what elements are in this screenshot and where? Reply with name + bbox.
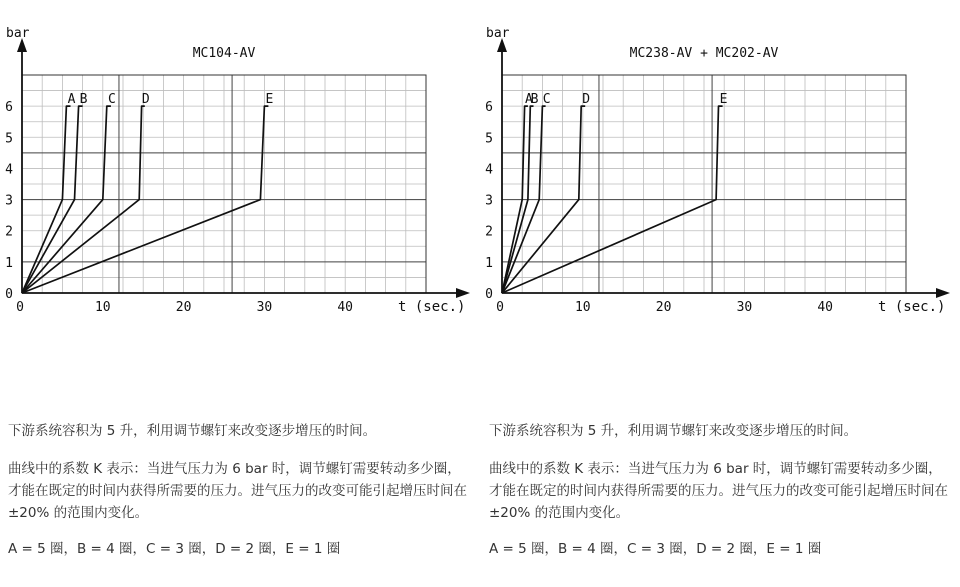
series-label-a: A xyxy=(67,92,76,108)
y-tick-label: 5 xyxy=(5,131,13,147)
series-label-e: E xyxy=(719,92,728,108)
y-tick-label: 2 xyxy=(5,224,13,240)
x-tick-label: 20 xyxy=(655,300,672,315)
x-tick-label: 10 xyxy=(94,300,111,315)
x-tick-label: 0 xyxy=(16,300,24,315)
y-axis-label: bar xyxy=(6,26,30,41)
chart-left xyxy=(0,0,480,330)
chart-right xyxy=(480,0,960,330)
y-tick-label: 3 xyxy=(5,193,13,209)
series-label-a: A xyxy=(524,92,533,108)
y-tick-label: 2 xyxy=(485,224,493,240)
y-tick-label: 0 xyxy=(5,287,13,302)
description-volume-text: 下游系统容积为 5 升，利用调节螺钉来改变逐步增压的时间。 xyxy=(8,423,377,439)
series-label-d: D xyxy=(141,92,150,108)
description-turns-legend: A = 5 圈，B = 4 圈，C = 3 圈，D = 2 圈，E = 1 圈 xyxy=(489,541,822,557)
description-left xyxy=(8,420,468,576)
x-axis-label: t (sec.) xyxy=(878,299,946,315)
series-label-b: B xyxy=(530,92,539,108)
y-tick-label: 5 xyxy=(485,131,493,147)
x-axis-label: t (sec.) xyxy=(398,299,466,315)
x-tick-label: 40 xyxy=(337,300,354,315)
series-label-c: C xyxy=(107,92,116,108)
y-tick-label: 4 xyxy=(5,162,13,178)
x-tick-label: 30 xyxy=(736,300,753,315)
series-label-b: B xyxy=(79,92,88,108)
series-label-c: C xyxy=(542,92,551,108)
y-axis-label: bar xyxy=(486,26,510,41)
x-tick-label: 40 xyxy=(817,300,834,315)
pressure-time-chart-right xyxy=(480,0,960,330)
x-axis-arrow xyxy=(936,288,950,298)
x-tick-label: 10 xyxy=(574,300,591,315)
y-tick-label: 6 xyxy=(485,100,493,116)
x-tick-label: 0 xyxy=(496,300,504,315)
chart-title: MC104-AV xyxy=(192,46,256,61)
description-k-factor-text: 曲线中的系数 K 表示：当进气压力为 6 bar 时，调节螺钉需要转动多少圈，才能在既定的时间内获得所需要的压力。进气压力的改变可能引起增压时间在 ±20% 的范围内变化。 xyxy=(489,461,948,521)
x-axis-arrow xyxy=(456,288,470,298)
x-tick-label: 20 xyxy=(175,300,192,315)
y-tick-label: 1 xyxy=(5,255,13,271)
series-label-e: E xyxy=(265,92,274,108)
series-label-d: D xyxy=(582,92,591,108)
description-turns-legend: A = 5 圈，B = 4 圈，C = 3 圈，D = 2 圈，E = 1 圈 xyxy=(8,541,341,557)
y-tick-label: 0 xyxy=(485,287,493,302)
y-tick-label: 6 xyxy=(5,100,13,116)
pressure-time-chart-left xyxy=(0,0,480,330)
description-right xyxy=(489,420,949,576)
y-tick-label: 1 xyxy=(485,255,493,271)
description-k-factor-text: 曲线中的系数 K 表示：当进气压力为 6 bar 时，调节螺钉需要转动多少圈，才能在既定的时间内获得所需要的压力。进气压力的改变可能引起增压时间在 ±20% 的范围内变化。 xyxy=(8,461,467,521)
y-tick-label: 4 xyxy=(485,162,493,178)
x-tick-label: 30 xyxy=(256,300,273,315)
chart-title: MC238-AV + MC202-AV xyxy=(629,46,779,61)
y-tick-label: 3 xyxy=(485,193,493,209)
description-volume-text: 下游系统容积为 5 升，利用调节螺钉来改变逐步增压的时间。 xyxy=(489,423,858,439)
